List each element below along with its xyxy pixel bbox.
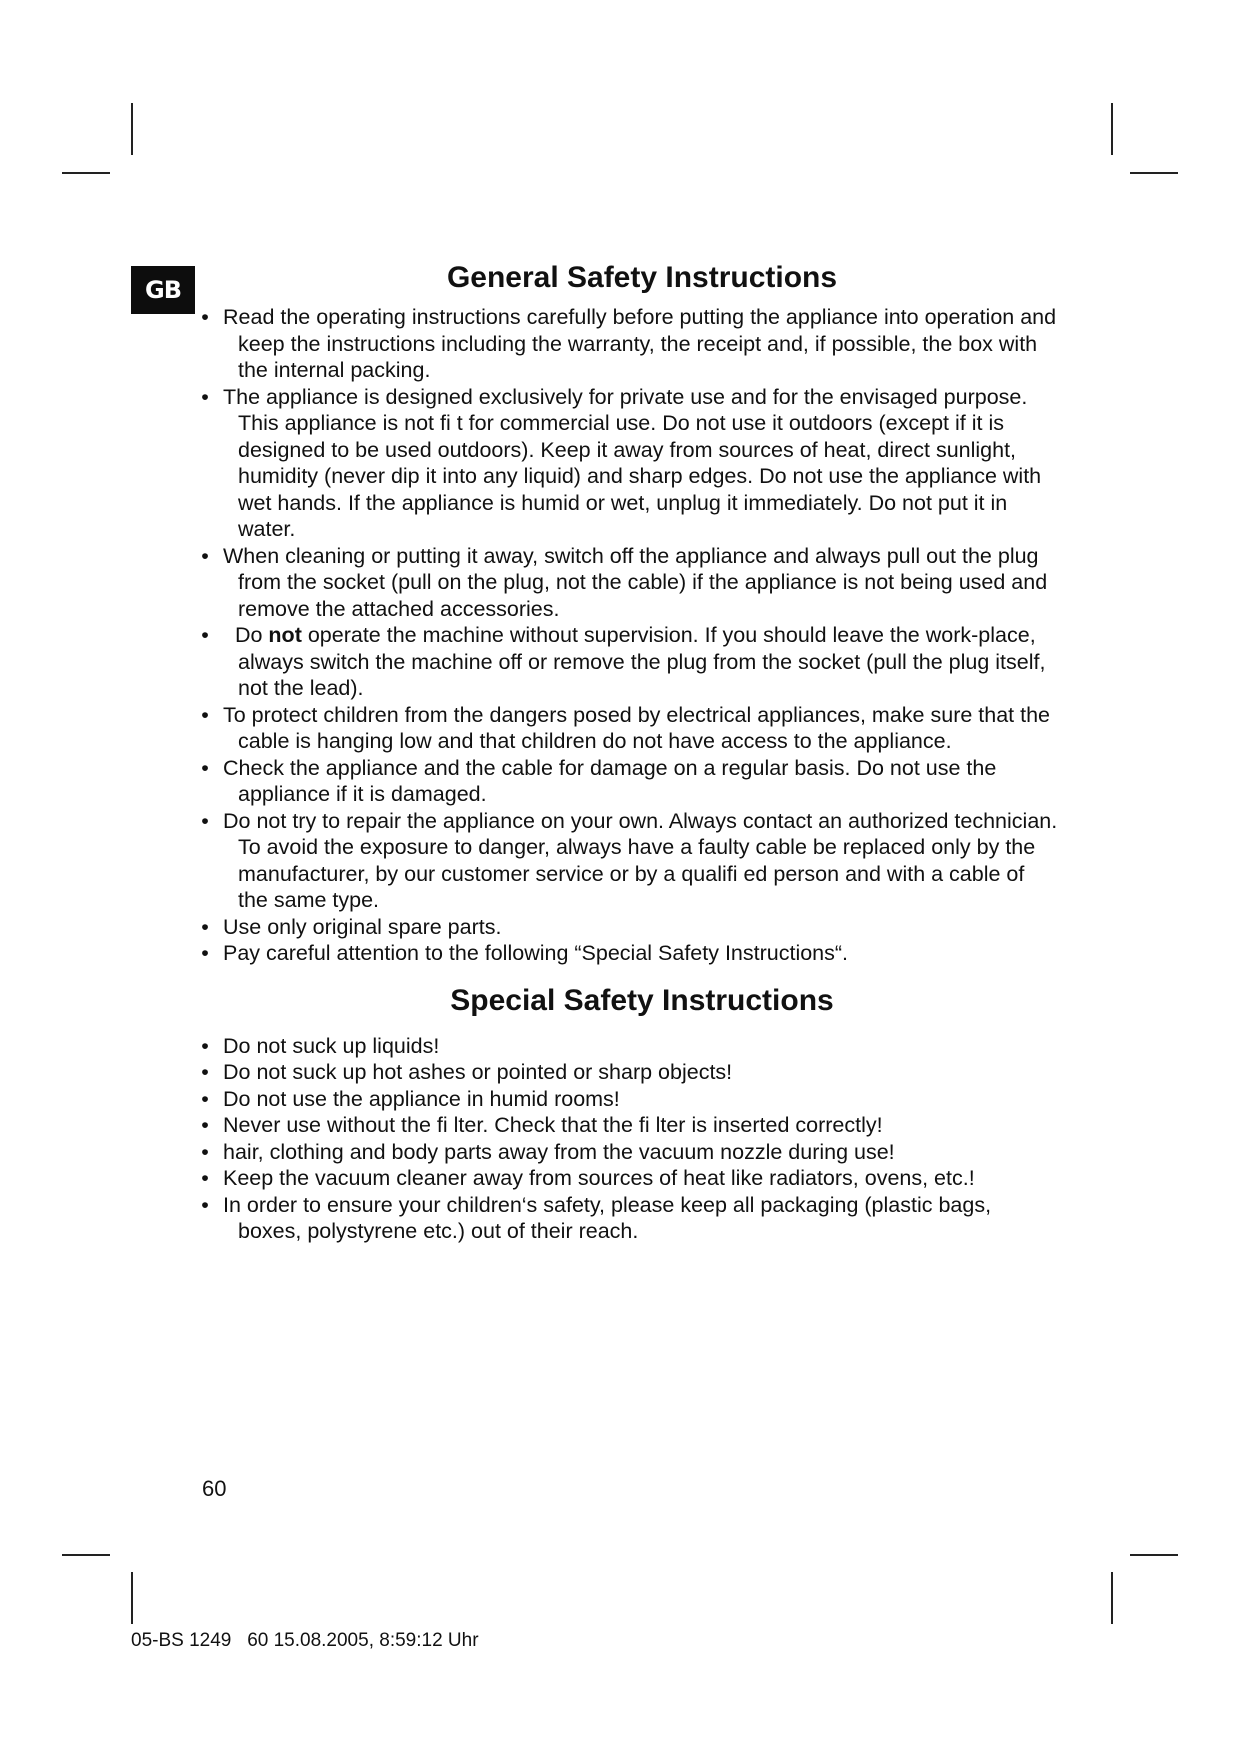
crop-mark-top-left-horizontal bbox=[62, 172, 110, 174]
bullet-icon: • bbox=[201, 1033, 209, 1058]
bullet-icon: • bbox=[201, 543, 209, 568]
crop-mark-top-left-vertical bbox=[131, 103, 133, 155]
list-item: • Keep the vacuum cleaner away from sources of heat like radiators, ovens, etc.! bbox=[201, 1166, 975, 1190]
bullet-icon: • bbox=[201, 755, 209, 780]
crop-mark-top-right-vertical bbox=[1111, 103, 1113, 155]
list-item: • Do not use the appliance in humid rooms! bbox=[201, 1086, 620, 1111]
list-item: • Read the operating instructions carefully before putting the appliance into operation and keep the instructions including the warranty, the receipt and, if possible, the box with the internal packing. bbox=[201, 305, 1057, 382]
bullet-icon: • bbox=[201, 623, 209, 647]
list-item: • Never use without the fi lter. Check that the fi lter is inserted correctly! bbox=[201, 1113, 883, 1137]
page-number: 60 bbox=[202, 1476, 227, 1501]
crop-mark-bottom-left-vertical bbox=[131, 1572, 133, 1624]
list-item: • When cleaning or putting it away, switch off the appliance and always pull out the plug from the socket (pull on the plug, not the cable) if the appliance is not being used and remove the attached accessories. bbox=[201, 543, 1048, 621]
list-item: • Do not suck up hot ashes or pointed or sharp objects! bbox=[201, 1060, 733, 1084]
list-item: • Do not operate the machine without supervision. If you should leave the work-place, always switch the machine off or remove the plug from the socket (pull the plug itself, not the lead). bbox=[201, 623, 1046, 700]
list-item: • hair, clothing and body parts away from the vacuum nozzle during use! bbox=[201, 1139, 895, 1164]
emphasis-not: not bbox=[268, 623, 302, 647]
crop-mark-top-right-horizontal bbox=[1130, 172, 1178, 174]
general-safety-list bbox=[200, 304, 1060, 967]
print-footer-info: 05-BS 1249 60 15.08.2005, 8:59:12 Uhr bbox=[131, 1630, 479, 1651]
bullet-icon: • bbox=[201, 1192, 209, 1217]
bullet-icon: • bbox=[201, 941, 209, 965]
list-item: • Pay careful attention to the following “Special Safety Instructions“. bbox=[201, 941, 849, 965]
special-safety-list bbox=[200, 1033, 1060, 1245]
bullet-icon: • bbox=[201, 384, 209, 409]
bullet-icon: • bbox=[201, 1166, 209, 1190]
bullet-icon: • bbox=[201, 702, 209, 727]
crop-mark-bottom-right-horizontal bbox=[1130, 1554, 1178, 1556]
list-item: • To protect children from the dangers posed by electrical appliances, make sure that the cable is hanging low and that children do not have access to the appliance. bbox=[201, 702, 1051, 753]
crop-mark-bottom-right-vertical bbox=[1111, 1572, 1113, 1624]
document-content bbox=[200, 258, 1060, 1245]
list-item: • Check the appliance and the cable for damage on a regular basis. Do not use the appliance if it is damaged. bbox=[201, 755, 997, 806]
bullet-icon: • bbox=[201, 808, 209, 833]
bullet-icon: • bbox=[201, 1060, 209, 1084]
bullet-icon: • bbox=[201, 1139, 209, 1164]
bullet-icon: • bbox=[201, 914, 209, 939]
crop-mark-bottom-left-horizontal bbox=[62, 1554, 110, 1556]
bullet-icon: • bbox=[201, 1086, 209, 1111]
list-item: • Do not suck up liquids! bbox=[201, 1033, 440, 1058]
list-item: • Do not try to repair the appliance on your own. Always contact an authorized technician. To avoid the exposure to danger, always have a faulty cable be replaced only by the manufacturer, by our customer service or by a qualifi ed person and with a cable of the same type. bbox=[201, 808, 1058, 912]
list-item: • In order to ensure your children‘s safety, please keep all packaging (plastic bags, boxes, polystyrene etc.) out of their reach. bbox=[201, 1192, 992, 1243]
language-badge: GB bbox=[131, 266, 195, 314]
list-item: • The appliance is designed exclusively for private use and for the envisaged purpose. This appliance is not fi t for commercial use. Do not use it outdoors (except if it is designed to be used outdoors). Keep it away from sources of heat, direct sunlight, humidity (never dip it into any liquid) and sharp edges. Do not use the appliance with wet hands. If the appliance is humid or wet, unplug it immediately. Do not put it in water. bbox=[201, 384, 1042, 541]
list-item: • Use only original spare parts. bbox=[201, 914, 502, 939]
bullet-icon: • bbox=[201, 305, 209, 329]
special-safety-title: Special Safety Instructions bbox=[450, 983, 834, 1017]
bullet-icon: • bbox=[201, 1113, 209, 1137]
general-safety-title: General Safety Instructions bbox=[446, 261, 838, 294]
